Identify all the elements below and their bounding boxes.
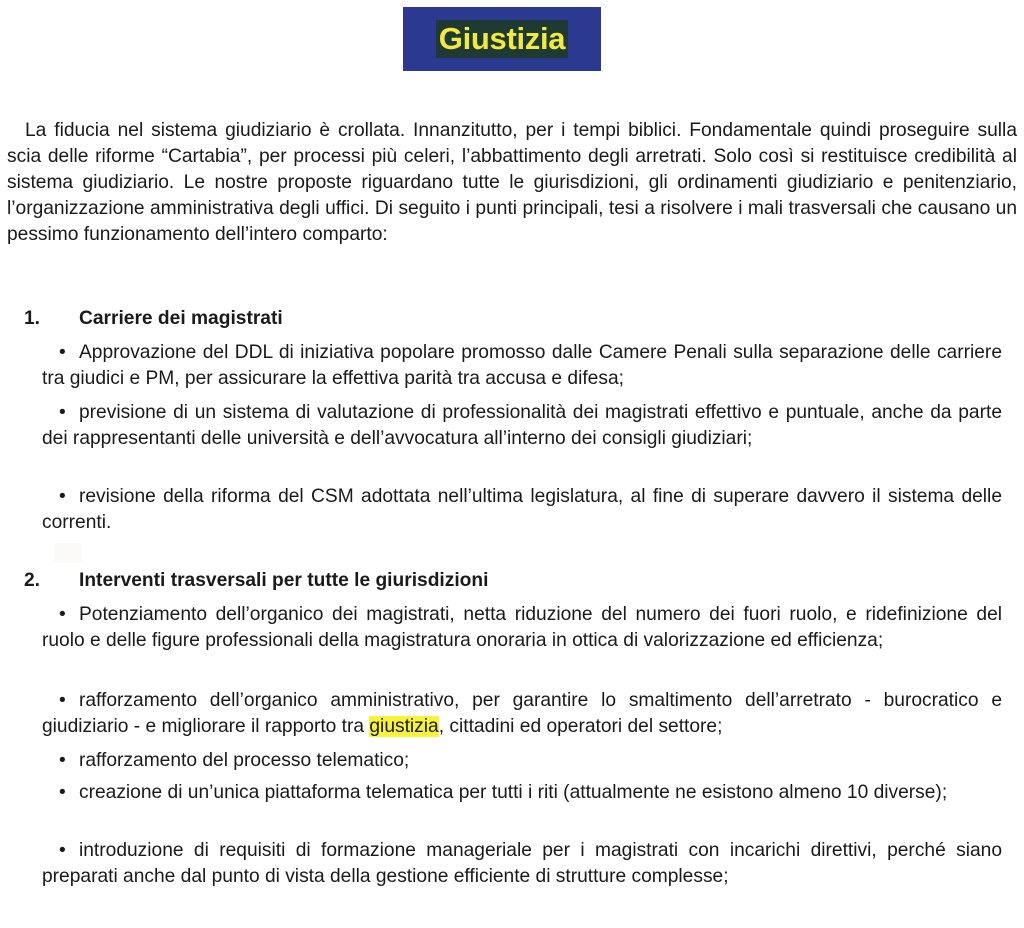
title-banner bbox=[403, 7, 601, 71]
bullet-icon: • bbox=[59, 486, 66, 507]
list-item bbox=[42, 340, 1002, 392]
list-item bbox=[42, 484, 1002, 536]
scan-smudge bbox=[54, 543, 82, 563]
list-item-text: rafforzamento del processo telematico; bbox=[79, 750, 410, 771]
section-number: 1. bbox=[24, 308, 41, 329]
list-item-text: creazione di un’unica piattaforma telematica per tutti i riti (attualmente ne esistono almeno 10 diverse); bbox=[79, 782, 948, 803]
list-item bbox=[42, 688, 1002, 740]
list-item bbox=[42, 838, 1002, 890]
list-item-text: revisione della riforma del CSM adottata nell’ultima legislatura, al fine di superare davvero il sistema delle correnti. bbox=[42, 486, 1002, 533]
bullet-icon: • bbox=[59, 342, 66, 363]
list-item-text: , cittadini ed operatori del settore; bbox=[438, 716, 723, 737]
section-title: Interventi trasversali per tutte le giurisdizioni bbox=[79, 570, 489, 591]
bullet-icon: • bbox=[59, 690, 66, 711]
bullet-icon: • bbox=[59, 604, 66, 625]
bullet-icon: • bbox=[59, 402, 66, 423]
list-item-text: Approvazione del DDL di iniziativa popolare promosso dalle Camere Penali sulla separazione delle carriere tra giudici e PM, per assicurare la effettiva parità tra accusa e difesa; bbox=[42, 342, 1002, 389]
list-item-text: introduzione di requisiti di formazione manageriale per i magistrati con incarichi direttivi, perché siano preparati anche dal punto di vista della gestione efficiente di strutture complesse; bbox=[42, 840, 1002, 887]
section-number: 2. bbox=[24, 570, 41, 591]
list-item-text: rafforzamento dell’organico amministrativo, per garantire lo smaltimento dell’arretrato - burocratico e giudiziario - e migliorare il rapporto tra bbox=[42, 690, 1002, 737]
section-title: Carriere dei magistrati bbox=[79, 308, 283, 329]
list-item bbox=[42, 602, 1002, 654]
intro-paragraph: La fiducia nel sistema giudiziario è crollata. Innanzitutto, per i tempi biblici. Fondamentale quindi proseguire sulla scia delle riforme “Cartabia”, per processi più celeri, l’abbattimento degli arretrati. Solo così si restituisce credibilità al sistema giudiziario. Le nostre proposte riguardano tutte le giurisdizioni, gli ordinamenti giudiziario e penitenziario, l’organizzazione amministrativa degli uffici. Di seguito i punti principali, tesi a risolvere i mali trasversali che causano un pessimo funzionamento dell’intero comparto: bbox=[7, 120, 1017, 245]
list-item-text: previsione di un sistema di valutazione di professionalità dei magistrati effettivo e puntuale, anche da parte dei rappresentanti delle università e dell’avvocatura all’interno dei consigli giudiziari; bbox=[42, 402, 1002, 449]
section-heading-interventi bbox=[24, 568, 488, 594]
bullet-icon: • bbox=[59, 840, 66, 861]
highlighted-word: giustizia bbox=[369, 716, 439, 737]
list-item bbox=[42, 400, 1002, 452]
list-item bbox=[42, 748, 1002, 774]
bullet-icon: • bbox=[59, 750, 66, 771]
section-heading-carriere bbox=[24, 306, 283, 332]
list-item-text: Potenziamento dell’organico dei magistrati, netta riduzione del numero dei fuori ruolo, e ridefinizione del ruolo e delle figure professionali della magistratura onoraria in ottica di valorizzazione ed efficienza; bbox=[42, 604, 1002, 651]
bullet-icon: • bbox=[59, 782, 66, 803]
page-title: Giustizia bbox=[436, 20, 569, 58]
list-item bbox=[42, 780, 1002, 806]
